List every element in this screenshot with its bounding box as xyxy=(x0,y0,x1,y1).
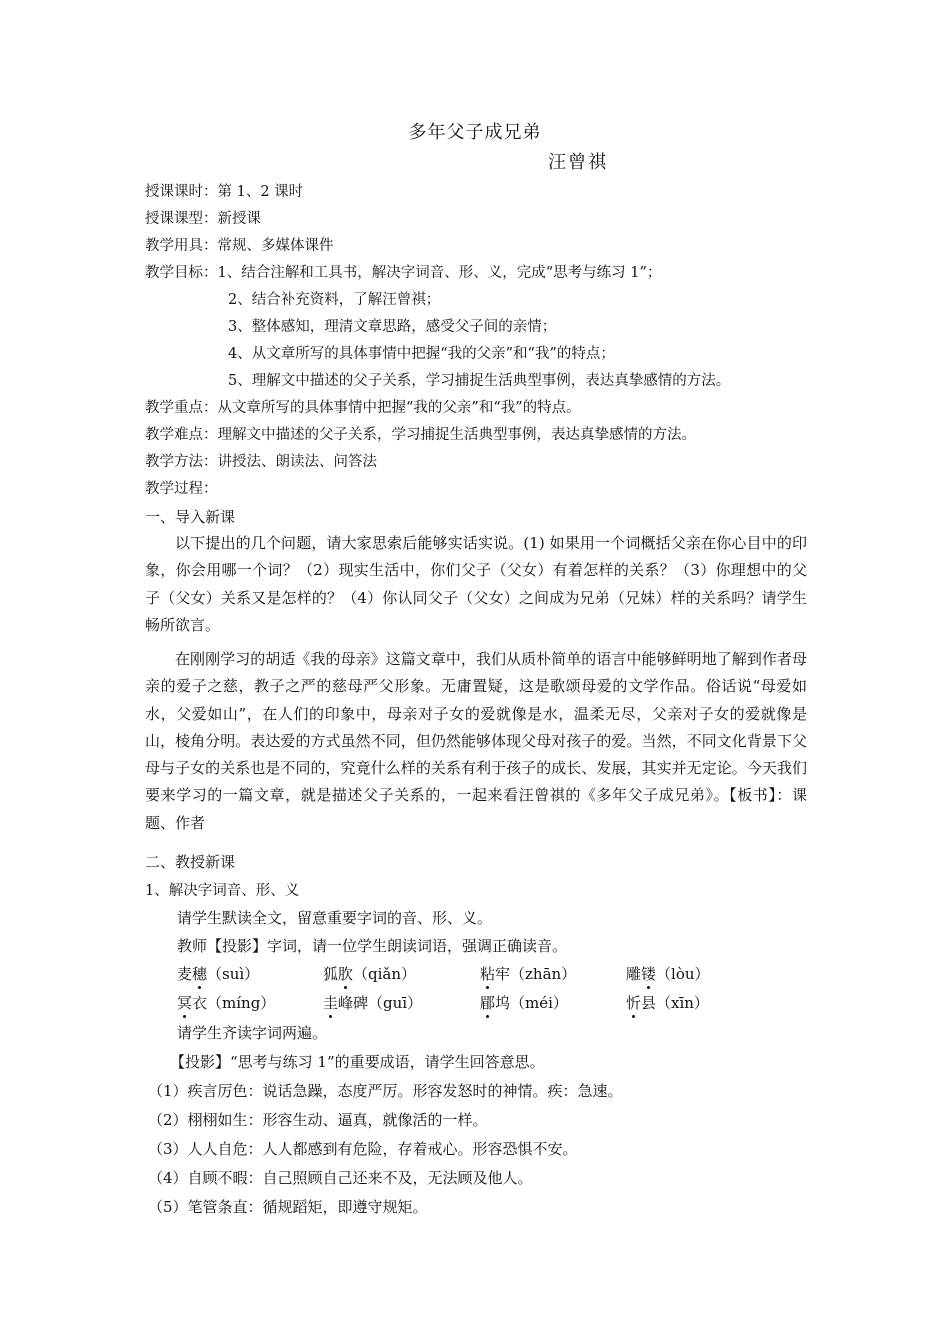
vocab-dotted-char: 镂 xyxy=(641,965,657,983)
vocab-post: 坞（méi） xyxy=(495,994,568,1012)
meta-methods: 教学方法：讲授法、朗读法、问答法 xyxy=(145,454,377,470)
vocab-post: 牢（zhān） xyxy=(495,965,577,983)
vocab-word xyxy=(480,992,568,1013)
vocab-post: 衣（míng） xyxy=(192,994,276,1012)
meta-difficulty: 教学难点：理解文中描述的父子关系，学习捕捉生活典型事例，表达真挚感情的方法。 xyxy=(145,427,696,443)
vocab-word xyxy=(626,963,710,984)
document-author: 汪曾祺 xyxy=(548,152,608,173)
vocab-dotted-char: 穗 xyxy=(192,965,208,983)
section-2-line-3: 请学生齐读字词两遍。 xyxy=(177,1024,328,1042)
meta-goal-4: 4、从文章所写的具体事情中把握“我的父亲”和“我”的特点； xyxy=(228,346,615,362)
meta-focus: 教学重点：从文章所写的具体事情中把握“我的父亲”和“我”的特点。 xyxy=(145,400,581,416)
idiom-item: （1）疾言厉色：说话急躁，态度严厉。形容发怒时的神情。疾：急速。 xyxy=(148,1082,623,1100)
idiom-item: （4）自顾不暇：自己照顾自己还来不及，无法顾及他人。 xyxy=(148,1169,533,1187)
section-2-line-4: 【投影】“思考与练习 1”的重要成语，请学生回答意思。 xyxy=(170,1053,545,1071)
vocab-word xyxy=(626,992,709,1013)
vocab-post: 县（xīn） xyxy=(641,994,709,1012)
vocab-word xyxy=(177,992,275,1013)
section-2-line-1: 请学生默读全文，留意重要字词的音、形、义。 xyxy=(177,909,493,927)
meta-tools: 教学用具：常规、多媒体课件 xyxy=(145,238,334,254)
vocab-word xyxy=(177,963,259,984)
section-2-sub-1: 1、解决字词音、形、义 xyxy=(145,883,300,899)
vocab-dotted-char: 肷 xyxy=(338,965,354,983)
vocab-post: （lòu） xyxy=(656,965,710,983)
meta-goal-1: 教学目标：1、结合注解和工具书，解决字词音、形、义，完成“思考与练习 1”； xyxy=(145,265,662,281)
vocab-word xyxy=(323,963,416,984)
vocab-dotted-char: 粘 xyxy=(480,965,496,983)
vocab-dotted-char: 郿 xyxy=(480,994,496,1012)
meta-goal-3: 3、整体感知，理清文章思路，感受父子间的亲情； xyxy=(228,319,557,335)
vocab-dotted-char: 冥 xyxy=(177,994,193,1012)
vocab-post: 峰碑（guī） xyxy=(338,994,423,1012)
meta-goal-5: 5、理解文中描述的父子关系，学习捕捉生活典型事例，表达真挚感情的方法。 xyxy=(228,373,731,389)
vocab-word xyxy=(480,963,576,984)
vocab-pre: 雕 xyxy=(626,965,642,983)
idiom-item: （5）笔管条直：循规蹈矩，即遵守规矩。 xyxy=(148,1198,428,1216)
document-title: 多年父子成兄弟 xyxy=(408,122,542,143)
vocab-word xyxy=(323,992,422,1013)
section-2-line-2: 教师【投影】字词，请一位学生朗读词语，强调正确读音。 xyxy=(177,937,568,955)
meta-hours: 授课课时：第 1、2 课时 xyxy=(145,184,304,200)
section-1-paragraph-2: 在刚刚学习的胡适《我的母亲》这篇文章中，我们从质朴简单的语言中能够鲜明地了解到作者母亲的爱子之慈，教子之严的慈母严父形象。无庸置疑，这是歌颂母爱的文学作品。俗话说“母爱如水，父爱如山”，在人们的印象中，母亲对子女的爱就像是水，温柔无尽，父亲对子女的爱就像是山，棱角分明。表达爱的方式虽然不同，但仍然能够体现父母对孩子的爱。当然，不同文化背景下父母与子女的关系也是不同的，究竟什么样的关系有利于孩子的成长、发展，其实并无定论。今天我们要来学习的一篇文章，就是描述父子关系的，一起来看汪曾祺的《多年父子成兄弟》。【板书】：课题、作者 xyxy=(145,650,807,832)
meta-process: 教学过程： xyxy=(145,481,218,497)
vocab-pre: 麦 xyxy=(177,965,193,983)
idiom-item: （3）人人自危：人人都感到有危险，存着戒心。形容恐惧不安。 xyxy=(148,1140,578,1158)
idiom-item: （2）栩栩如生：形容生动、逼真，就像活的一样。 xyxy=(148,1111,488,1129)
section-1-heading: 一、导入新课 xyxy=(145,508,236,526)
vocab-dotted-char: 圭 xyxy=(323,994,339,1012)
vocab-post: （qiǎn） xyxy=(353,965,417,983)
meta-type: 授课课型：新授课 xyxy=(145,211,261,227)
section-2-heading: 二、教授新课 xyxy=(145,853,236,871)
meta-goal-2: 2、结合补充资料，了解汪曾祺； xyxy=(228,292,441,308)
section-1-paragraph-1: 以下提出的几个问题，请大家思索后能够实话实说。(1) 如果用一个词概括父亲在你心目中的印象，你会用哪一个词？（2）现实生活中，你们父子（父女）有着怎样的关系？（3）你理想中的父子（父女）关系又是怎样的？（4）你认同父子（父女）之间成为兄弟（兄妹）样的关系吗？请学生畅所欲言。 xyxy=(145,534,807,634)
vocab-dotted-char: 忻 xyxy=(626,994,642,1012)
vocab-pre: 狐 xyxy=(323,965,339,983)
vocab-post: （suì） xyxy=(207,965,260,983)
